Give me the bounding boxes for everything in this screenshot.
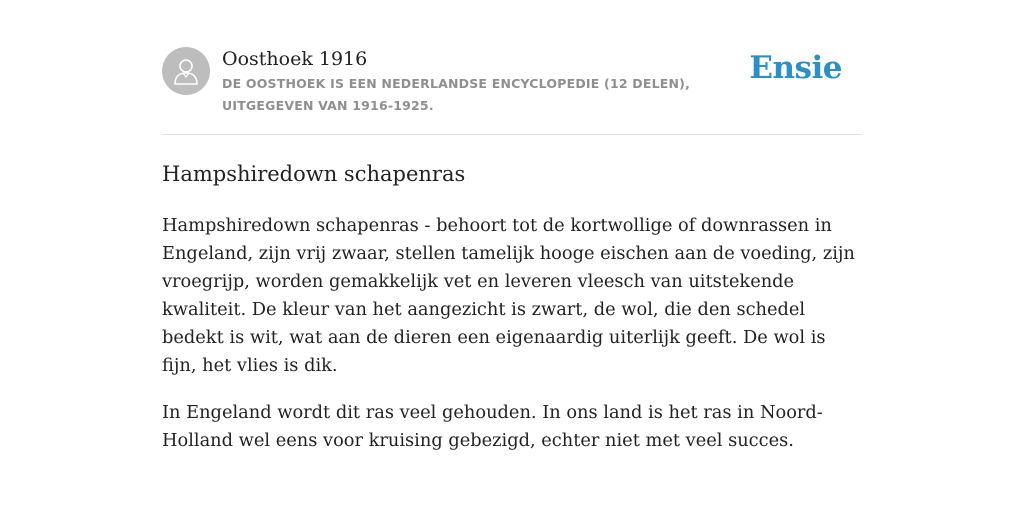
article-container: [162, 44, 862, 455]
article-body: [162, 212, 862, 455]
source-name[interactable]: Oosthoek 1916: [222, 48, 368, 70]
avatar[interactable]: [162, 47, 210, 95]
article-paragraph: In Engeland wordt dit ras veel gehouden. In ons land is het ras in Noord-Holland wel eens voor kruising gebezigd, echter niet met veel succes.: [162, 402, 823, 451]
source-description: DE OOSTHOEK IS EEN NEDERLANDSE ENCYCLOPEDIE (12 DELEN), UITGEGEVEN VAN 1916-1925.: [222, 76, 691, 113]
article-title: Hampshiredown schapenras: [162, 162, 466, 186]
ensie-logo[interactable]: Ensie: [749, 50, 842, 86]
user-icon: [173, 57, 199, 85]
article-paragraph: Hampshiredown schapenras - behoort tot de kortwollige of downrassen in Engeland, zijn vrij zwaar, stellen tamelijk hooge eischen aan de voeding, zijn vroegrijp, worden gemakkelijk vet en leveren vleesch van uitstekende kwaliteit. De kleur van het aangezicht is zwart, de wol, die den schedel bedekt is wit, wat aan de dieren een eigenaardig uiterlijk geeft. De wol is fijn, het vlies is dik.: [162, 215, 855, 376]
source-header: [162, 44, 862, 135]
source-info: [222, 44, 749, 117]
